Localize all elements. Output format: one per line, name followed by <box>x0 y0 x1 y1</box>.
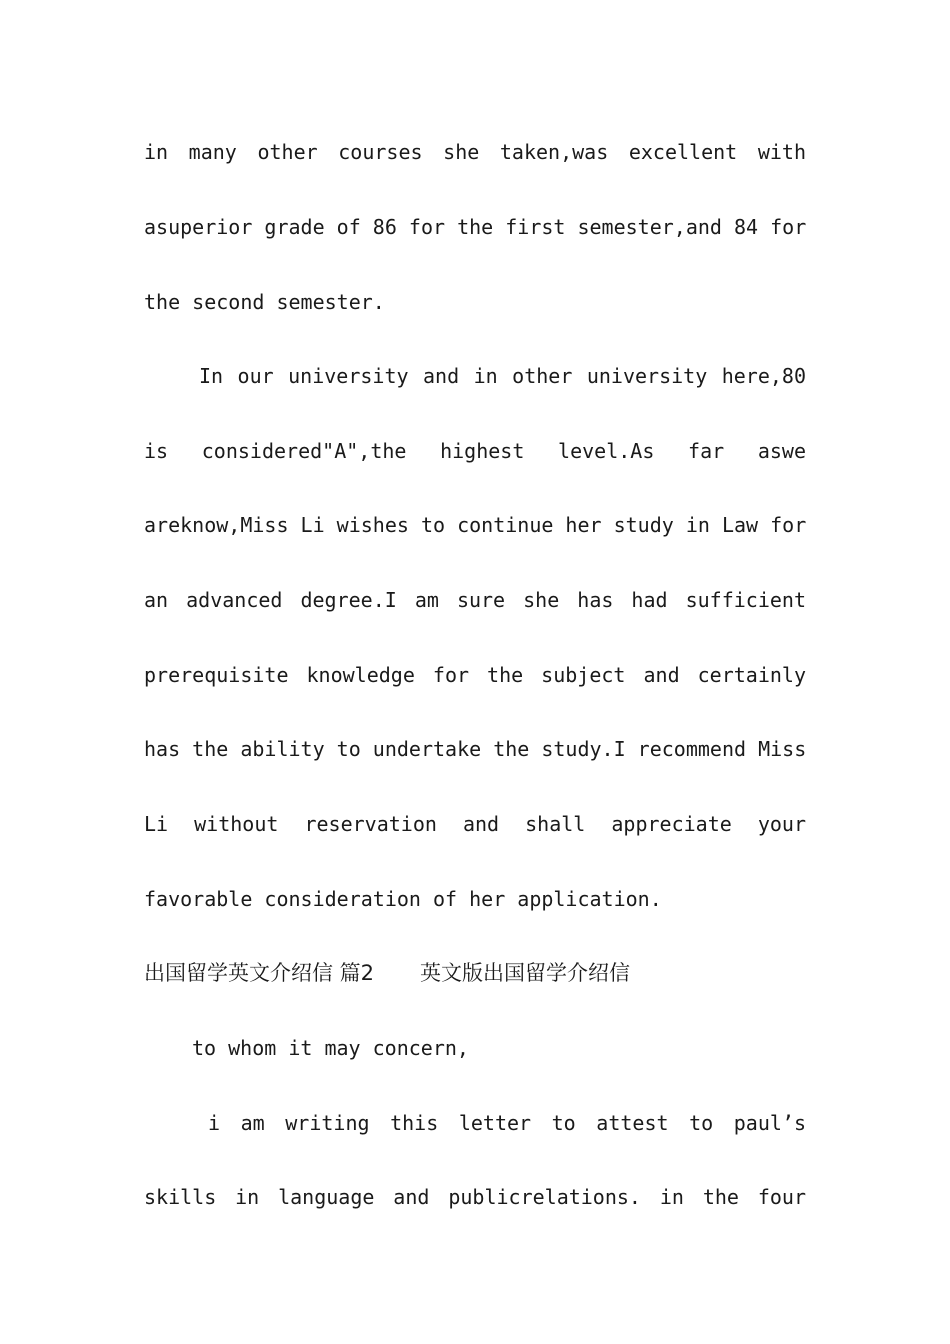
body-line-2: asuperior grade of 86 for the first semester,and 84 for <box>144 215 807 239</box>
section-heading-title: 出国留学英文介绍信 篇2 <box>144 961 375 985</box>
body-line-8: prerequisite knowledge for the subject and certainly <box>144 663 806 687</box>
body-line-5: is considered"A",the highest level.As far aswe <box>144 439 806 463</box>
body-line-11: favorable consideration of her application. <box>144 887 662 911</box>
section-heading <box>144 960 630 986</box>
body-line-10: Li without reservation and shall appreciate your <box>144 812 806 836</box>
body-line-7: an advanced degree.I am sure she has had sufficient <box>144 588 806 612</box>
body-line-6: areknow,Miss Li wishes to continue her study in Law for <box>144 513 807 537</box>
letter-line-2: skills in language and publicrelations. in the four <box>144 1185 806 1209</box>
letter-salutation: to whom it may concern, <box>192 1036 469 1060</box>
body-line-3: the second semester. <box>144 290 385 314</box>
body-line-1: in many other courses she taken,was excellent with <box>144 140 806 164</box>
body-line-4: In our university and in other university here,80 <box>199 364 806 388</box>
body-line-9: has the ability to undertake the study.I recommend Miss <box>144 737 807 761</box>
letter-line-1: i am writing this letter to attest to paul’s <box>208 1111 806 1135</box>
section-heading-subtitle: 英文版出国留学介绍信 <box>420 961 631 985</box>
